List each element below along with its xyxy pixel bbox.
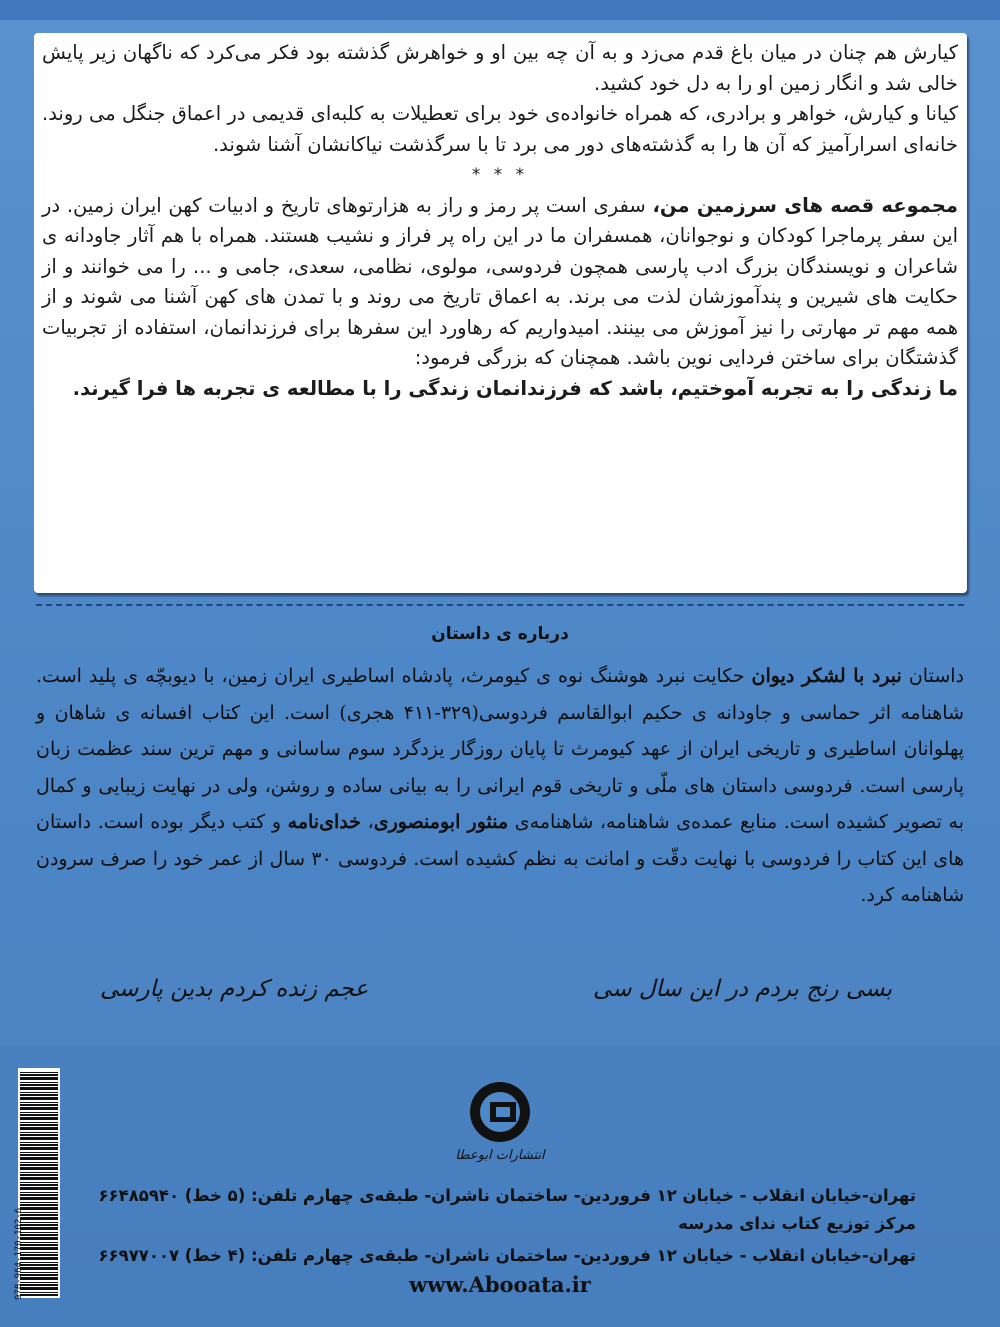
dashed-divider bbox=[36, 604, 964, 606]
verse-hemistich-1: بسی رنج بردم در این سال سی bbox=[593, 976, 892, 1002]
publisher-website-link[interactable]: www.Abooata.ir bbox=[409, 1272, 591, 1297]
source-name: خدای‌نامه bbox=[287, 811, 361, 833]
publisher-logo-icon bbox=[452, 1072, 548, 1182]
about-text-part: داستان bbox=[901, 665, 964, 687]
isbn-number: 978-964-170-102-6 bbox=[14, 1207, 24, 1300]
source-name: منثور ابومنصوری bbox=[373, 811, 509, 833]
collection-paragraph bbox=[42, 191, 958, 374]
about-text bbox=[36, 658, 964, 914]
about-heading: درباره ی داستان bbox=[431, 624, 569, 644]
top-edge bbox=[0, 0, 1000, 20]
summary-paragraph-1: کیارش هم چنان در میان باغ قدم می‌زد و به آن چه بین او و خواهرش گذشته بود فکر می‌کرد که ناگهان زیر پایش خالی شد و انگار زمین او را به دل خود کشید. bbox=[42, 41, 958, 95]
about-text-part: و کتب دیگر بوده است. داستان های این کتاب را فردوسی با نهایت دقّت و امانت به نظم کشیده است. فردوسی ۳۰ سال از عمر خود را صرف سرودن شاهنامه کرد. bbox=[36, 811, 964, 906]
publisher-logo-text: انتشارات ابوعطا bbox=[455, 1148, 545, 1163]
collection-quote: ما زندگی را به تجربه آموختیم، باشد که فرزندانمان زندگی را با مطالعه ی تجربه ها فرا گیرند. bbox=[72, 376, 958, 400]
about-text-part: ، bbox=[360, 811, 374, 833]
summary-paragraph-2: کیانا و کیارش، خواهر و برادری، که همراه خانواده‌ی خود برای تعطیلات به کلبه‌ای قدیمی در اعماق جنگل می روند. خانه‌ای اسرارآمیز که آن ها را به گذشته‌های دور می برد تا با سرگذشت نیاکانشان آشنا شوند. bbox=[42, 102, 958, 156]
story-title: نبرد با لشکر دیوان bbox=[751, 665, 902, 687]
collection-title: مجموعه قصه های سرزمین من، bbox=[652, 193, 958, 217]
publisher-address: تهران-خیابان انقلاب - خیابان ۱۲ فروردین- ساختمان ناشران- طبقه‌ی چهارم تلفن: (۵ خط) ۶۶۴۸۵۹۴۰ bbox=[98, 1186, 916, 1205]
about-text-part: حکایت نبرد هوشنگ نوه ی کیومرث، پادشاه اساطیری ایران زمین، با دیوبچّه ی پلید است. شاهنامه اثر حماسی و جاودانه ی حکیم ابوالقاسم فردوسی(۳۲۹-۴۱۱ هجری) است. این کتاب افسانه ی شاهان و پهلوانان اساطیری و تاریخی ایران از عهد کیومرث تا پایان روزگار یزدگرد سوم ساسانی و مهم ترین سند عظمت زبان پارسی است. فردوسی داستان های ملّی و تاریخی قوم ایرانی را به بیانی ساده و روشن، ولی در نهایت زیبایی و کمال به تصویر کشیده است. منابع عمده‌ی شاهنامه، شاهنامه‌ی bbox=[36, 665, 965, 833]
collection-text: سفری است پر رمز و راز به هزارتوهای تاریخ و ادبیات کهن ایران زمین. در این سفر پرماجرا کودکان و نوجوانان، همسفران ما در این راه پر فراز و نشیب هستند. همراه با هم آثار جاودانه ی شاعران و نویسندگان بزرگ ادب پارسی همچون فردوسی، مولوی، نظامی، سعدی، جامی و ... را می خوانند و از حکایت های شیرین و پندآموزشان لذت می برند. به اعماق تاریخ می روند و با تمدن های کهن آشنا می شوند و از همه مهم تر مهارتی را نیز آموزش می بینند. امیدواریم که رهاورد این سفرها برای فرزندانمان، استفاده از تجربیات گذشتگان برای ساختن فردایی نوین باشد. همچنان که بزرگی فرمود: bbox=[42, 193, 958, 369]
distributor-address: تهران-خیابان انقلاب - خیابان ۱۲ فروردین- ساختمان ناشران- طبقه‌ی چهارم تلفن: (۴ خط) ۶۶۹۷۷۰۰۷ bbox=[98, 1246, 916, 1265]
summary-text bbox=[42, 38, 958, 404]
section-separator: * * * bbox=[471, 165, 529, 185]
verse-hemistich-2: عجم زنده کردم بدین پارسی bbox=[100, 976, 369, 1002]
distributor-name: مرکز توزیع کتاب ندای مدرسه bbox=[678, 1214, 916, 1233]
